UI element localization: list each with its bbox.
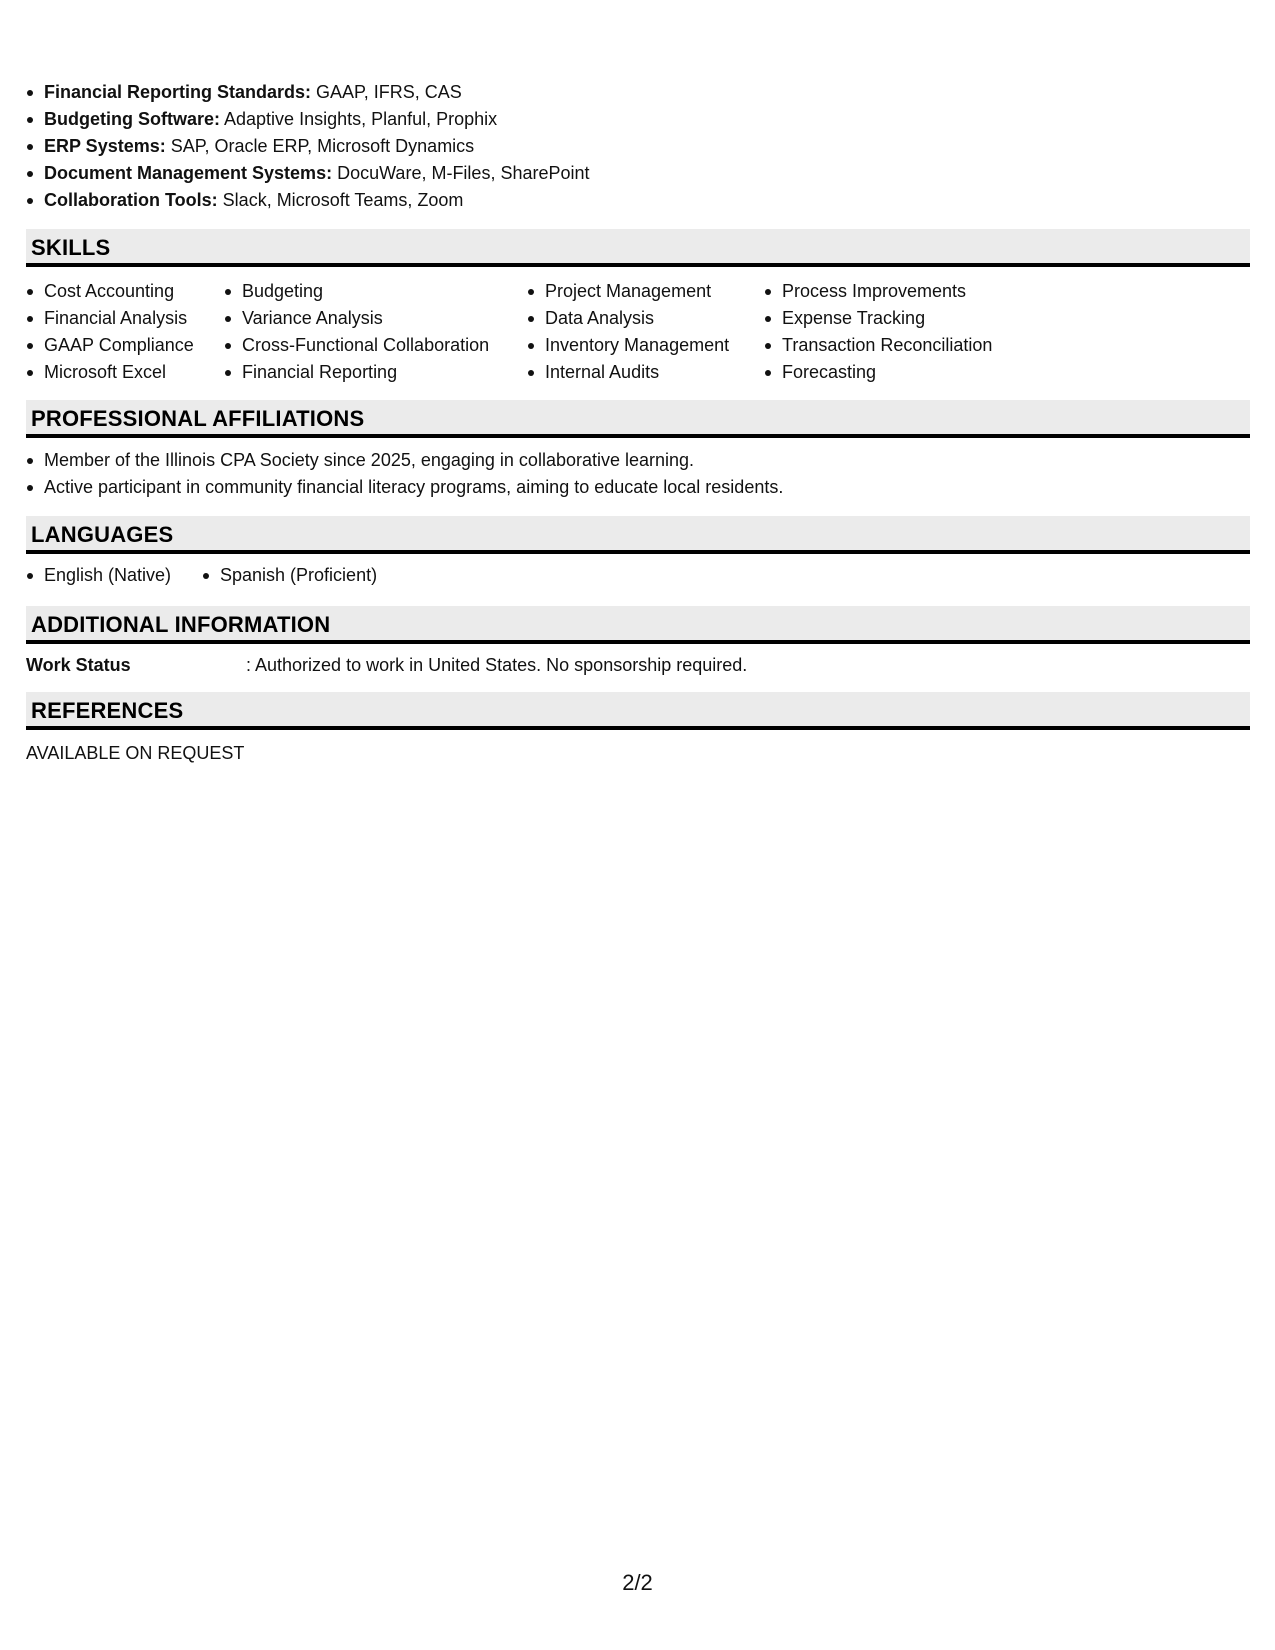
skill-item: Internal Audits [527, 359, 729, 386]
language-item: Spanish (Proficient) [202, 562, 377, 589]
section-title: PROFESSIONAL AFFILIATIONS [31, 406, 365, 431]
section-title: REFERENCES [31, 698, 184, 723]
skills-column [26, 278, 194, 386]
skills-column [224, 278, 489, 386]
page-number: 2/2 [622, 1570, 653, 1595]
skill-item: Process Improvements [764, 278, 992, 305]
skill-item: Financial Reporting [224, 359, 489, 386]
item-label: Financial Reporting Standards: [44, 82, 312, 102]
references-section-header [26, 692, 1250, 730]
item-value: Adaptive Insights, Planful, Prophix [224, 109, 498, 129]
list-item [26, 133, 590, 160]
affiliations-section-header [26, 400, 1250, 438]
skill-item: Cost Accounting [26, 278, 194, 305]
item-value: SAP, Oracle ERP, Microsoft Dynamics [170, 136, 475, 156]
item-value: GAAP, IFRS, CAS [316, 82, 462, 102]
skill-item: GAAP Compliance [26, 332, 194, 359]
skill-item: Microsoft Excel [26, 359, 194, 386]
list-item [26, 160, 590, 187]
skill-item: Expense Tracking [764, 305, 992, 332]
section-title: LANGUAGES [31, 522, 174, 547]
skill-item: Data Analysis [527, 305, 729, 332]
skill-item: Financial Analysis [26, 305, 194, 332]
item-label: Collaboration Tools: [44, 190, 218, 210]
list-item [26, 187, 590, 214]
skill-item: Inventory Management [527, 332, 729, 359]
section-title: ADDITIONAL INFORMATION [31, 612, 331, 637]
affiliation-item: Active participant in community financial literacy programs, aiming to educate local residents. [26, 474, 783, 501]
skill-item: Transaction Reconciliation [764, 332, 992, 359]
skill-item: Budgeting [224, 278, 489, 305]
languages-section-header [26, 516, 1250, 554]
item-label: Document Management Systems: [44, 163, 333, 183]
language-item: English (Native) [26, 562, 171, 589]
item-value: Slack, Microsoft Teams, Zoom [222, 190, 464, 210]
item-label: ERP Systems: [44, 136, 166, 156]
affiliation-item: Member of the Illinois CPA Society since 2025, engaging in collaborative learning. [26, 447, 783, 474]
item-label: Budgeting Software: [44, 109, 220, 129]
additional-info-section-header [26, 606, 1250, 644]
work-status-label: Work Status [26, 655, 131, 675]
skill-item: Forecasting [764, 359, 992, 386]
list-item [26, 106, 590, 133]
list-item [26, 79, 590, 106]
item-value: DocuWare, M-Files, SharePoint [337, 163, 590, 183]
skill-item: Cross-Functional Collaboration [224, 332, 489, 359]
skills-column [764, 278, 992, 386]
affiliations-list [26, 447, 783, 501]
references-text: AVAILABLE ON REQUEST [26, 743, 245, 763]
work-status-value: : Authorized to work in United States. No sponsorship required. [246, 655, 748, 675]
skills-section-header [26, 229, 1250, 267]
skills-column [527, 278, 729, 386]
technical-skills-list [26, 79, 590, 214]
skill-item: Project Management [527, 278, 729, 305]
skill-item: Variance Analysis [224, 305, 489, 332]
section-title: SKILLS [31, 235, 111, 260]
